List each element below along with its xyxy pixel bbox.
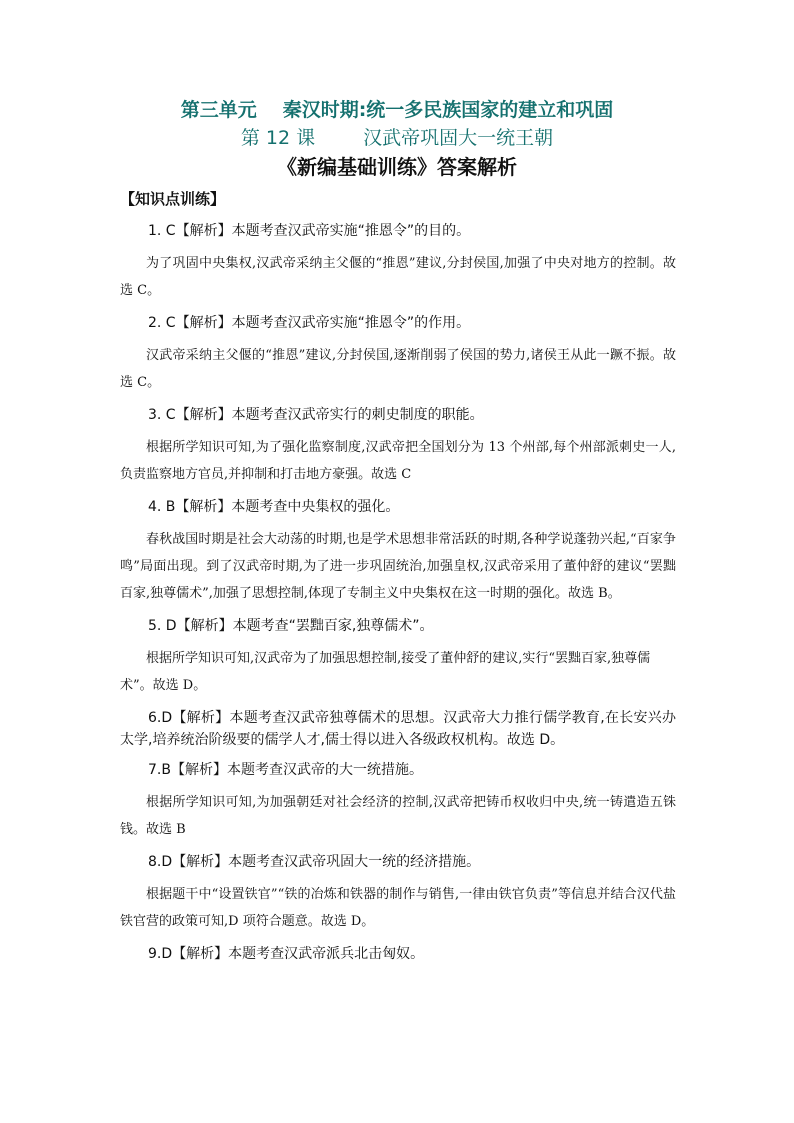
answer-2-explanation: 汉武帝采纳主父偃的“推恩”建议,分封侯国,逐渐削弱了侯国的势力,诸侯王从此一蹶不振。故选 C。 [120, 348, 676, 390]
answer-9-summary: 9.D【解析】本题考查汉武帝派兵北击匈奴。 [148, 946, 425, 962]
answer-5-summary: 5. D【解析】本题考查“罢黜百家,独尊儒术”。 [148, 618, 434, 634]
unit-title [0, 96, 794, 124]
answer-4-summary: 4. B【解析】本题考查中央集权的强化。 [148, 499, 400, 515]
answer-7-summary: 7.B【解析】本题考查汉武帝的大一统措施。 [148, 762, 423, 778]
answer-1-summary: 1. C【解析】本题考查汉武帝实施“推恩令”的目的。 [148, 223, 471, 239]
answer-list [120, 220, 676, 973]
lesson-title-number: 第 12 课 [240, 127, 316, 149]
lesson-title-text: 汉武帝巩固大一统王朝 [363, 127, 554, 149]
section-heading: 【知识点训练】 [120, 190, 226, 208]
answer-5-explanation: 根据所学知识可知,汉武帝为了加强思想控制,接受了董仲舒的建议,实行“罢黜百家,独尊儒术”。故选 D。 [120, 651, 651, 693]
document-title: 《新编基础训练》答案解析 [277, 155, 517, 179]
answer-2-summary: 2. C【解析】本题考查汉武帝实施“推恩令”的作用。 [148, 315, 471, 331]
unit-title-number: 第三单元 [180, 99, 257, 121]
answer-4-explanation: 春秋战国时期是社会大动荡的时期,也是学术思想非常活跃的时期,各种学说蓬勃兴起,“百家争鸣”局面出现。到了汉武帝时期,为了进一步巩固统治,加强皇权,汉武帝采用了董仲舒的建议“罢黜百家,独尊儒术”,加强了思想控制,体现了专制主义中央集权在这一时期的强化。故选 B。 [120, 532, 676, 601]
answer-1-explanation: 为了巩固中央集权,汉武帝采纳主父偃的“推恩”建议,分封侯国,加强了中央对地方的控制。故选 C。 [120, 256, 676, 298]
answer-3-summary: 3. C【解析】本题考查汉武帝实行的刺史制度的职能。 [148, 407, 484, 423]
answer-3-explanation: 根据所学知识可知,为了强化监察制度,汉武帝把全国划分为 13 个州部,每个州部派刺史一人,负责监察地方官员,并抑制和打击地方豪强。故选 C [120, 440, 676, 482]
lesson-title [0, 124, 794, 152]
answer-6-summary: 6.D【解析】本题考查汉武帝独尊儒术的思想。汉武帝大力推行儒学教育,在长安兴办太学,培养统治阶级要的儒学人才,儒士得以进入各级政权机构。故选 D。 [120, 710, 676, 748]
title-block [0, 96, 794, 182]
answer-8-summary: 8.D【解析】本题考查汉武帝巩固大一统的经济措施。 [148, 854, 481, 870]
unit-title-text: 秦汉时期:统一多民族国家的建立和巩固 [282, 99, 614, 121]
answer-7-explanation: 根据所学知识可知,为加强朝廷对社会经济的控制,汉武帝把铸币权收归中央,统一铸遣造五铢钱。故选 B [120, 795, 676, 837]
answer-8-explanation: 根据题干中“设置铁官”“铁的冶炼和铁器的制作与销售,一律由铁官负责”等信息并结合汉代盐铁官营的政策可知,D 项符合题意。故选 D。 [120, 887, 676, 929]
